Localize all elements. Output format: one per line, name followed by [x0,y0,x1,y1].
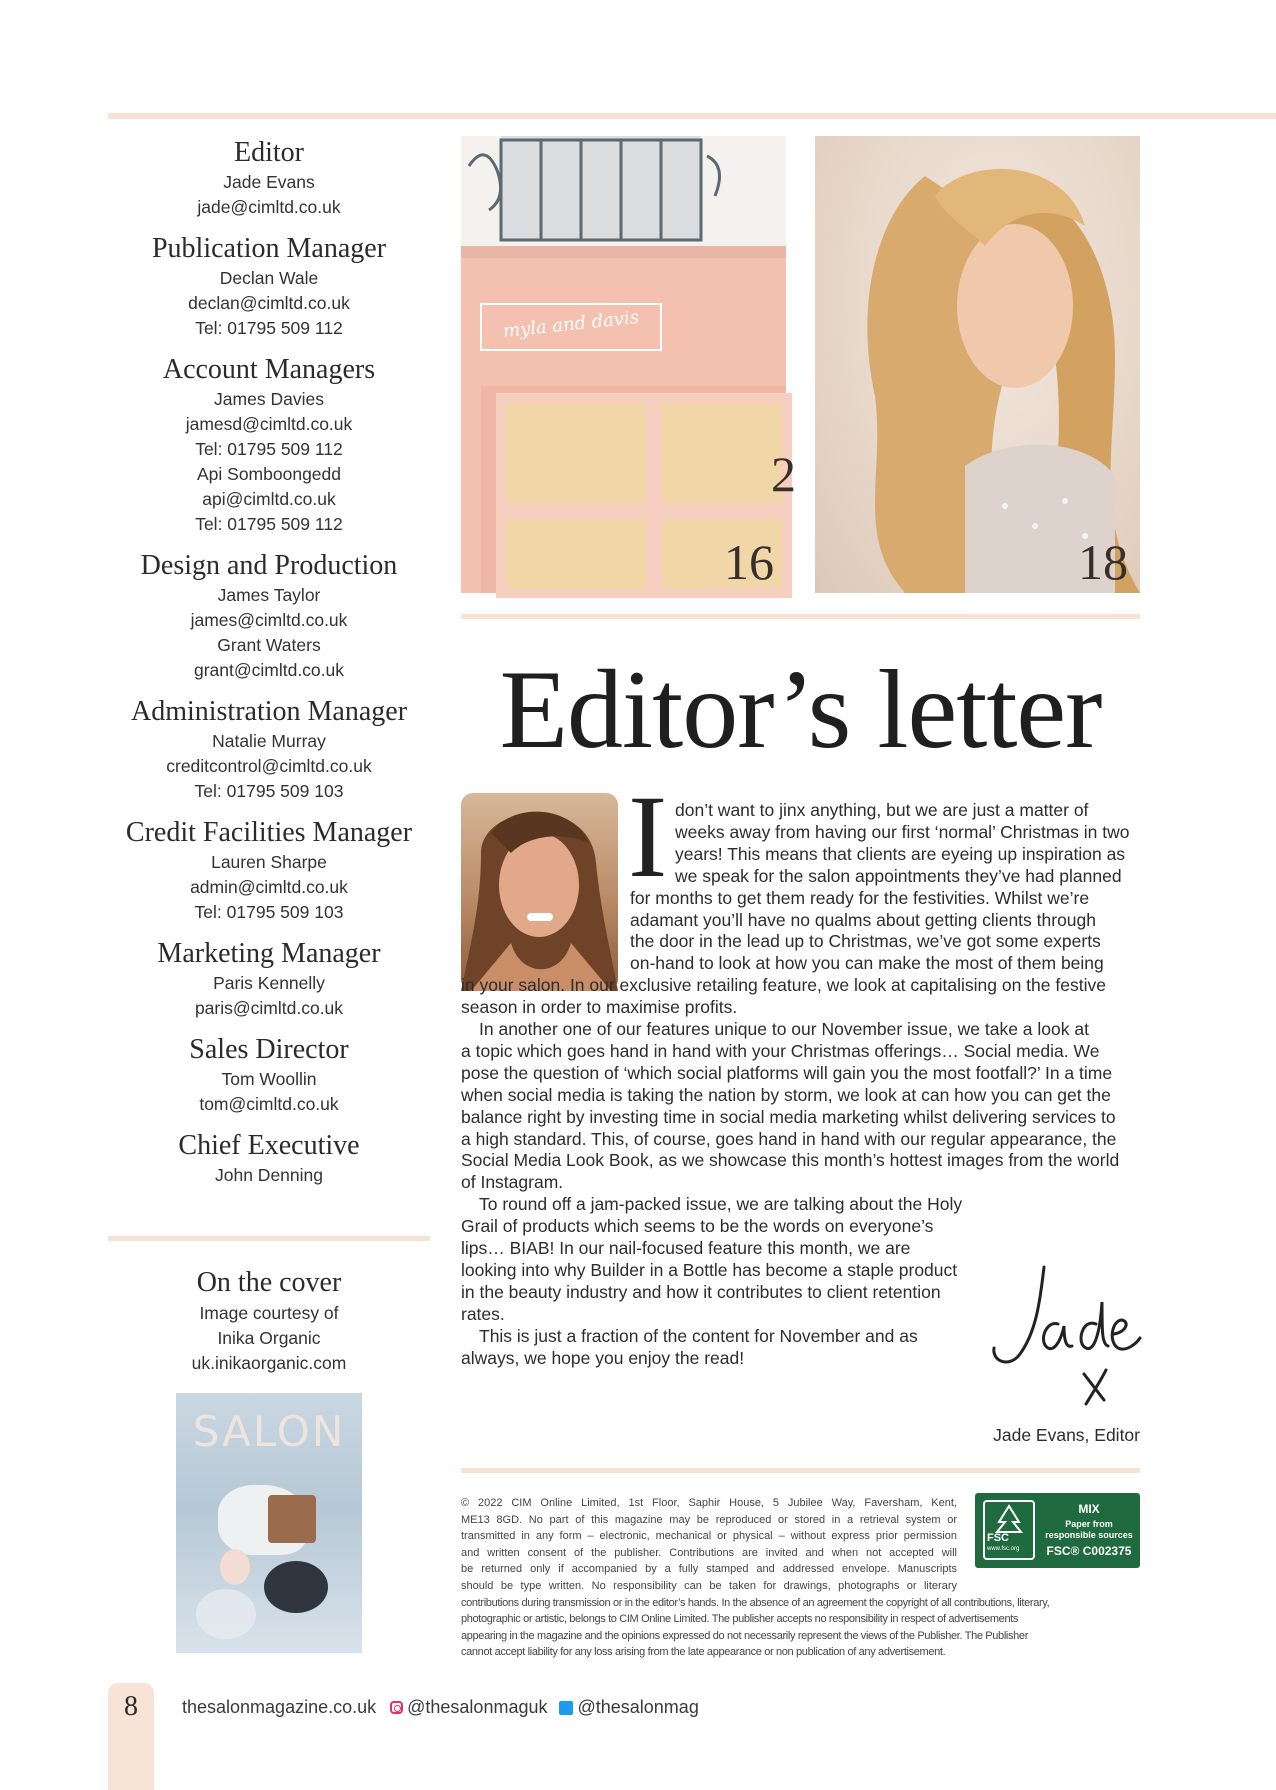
salon-storefront-illustration [461,136,786,593]
fsc-brand: FSC [987,1532,1009,1544]
legal-line: ME13 8GD. No part of this magazine may be reproduced or stored in a retrieval system or [461,1513,957,1526]
letter-line: for months to get them ready for the festivities. Whilst we’re [630,887,1090,908]
letter-line: pose the question of ‘which social platforms will gain you the most footfall?’ In a time [461,1062,1113,1083]
staff-detail: Api Somboongedd [197,464,341,484]
staff-detail: creditcontrol@cimltd.co.uk [166,756,372,776]
staff-detail: Jade Evans [223,172,315,192]
legal-line: and written consent of the publisher. Contributions are invited and when not accepted will [461,1546,957,1559]
letter-line: adamant you’ll have no qualms about getting clients through [630,909,1096,930]
instagram-icon [390,1701,403,1714]
staff-detail: james@cimltd.co.uk [190,610,348,630]
letter-line: looking into why Builder in a Bottle has become a staple product [461,1259,958,1280]
fsc-site: www.fsc.org [987,1546,1020,1552]
fsc-mix: MIX [1078,1502,1100,1516]
top-rule [108,113,1276,119]
cover-title: On the cover [196,1267,342,1298]
staff-detail: api@cimltd.co.uk [202,489,336,509]
legal-line: contributions during transmission or in the editor’s hands. In the absence of an agreement the copyright of all contributions, literary, [461,1596,1050,1609]
fsc-license: FSC® C002375 [1046,1544,1132,1558]
staff-detail: Declan Wale [219,268,319,288]
letter-line: weeks away from having our first ‘normal’ Christmas in two [675,821,1130,842]
staff-role-title: Account Managers [162,354,376,385]
model-page-ref: 18 [1078,534,1128,590]
legal-line: should be type written. No responsibility can be taken for drawings, photographs or literary [461,1580,957,1592]
staff-detail: Tel: 01795 509 112 [195,318,343,338]
cover-product-shape [264,1561,328,1613]
fsc-badge [975,1493,1140,1568]
staff-role-title: Chief Executive [178,1130,360,1161]
staff-detail: tom@cimltd.co.uk [199,1094,339,1114]
letter-line: In another one of our features unique to our November issue, we take a look at [479,1019,1089,1039]
editor-portrait-photo [461,793,618,991]
staff-detail: Grant Waters [217,635,321,655]
staff-role-title: Design and Production [140,550,398,581]
staff-detail: Tel: 01795 509 103 [194,902,344,922]
staff-section [108,1033,430,1117]
staff-detail: James Davies [214,389,324,409]
legal-line: cannot accept liability for any loss arising from the late appearance or non publication of any advertisement. [461,1646,946,1659]
cover-thumbnail [176,1393,362,1653]
staff-detail: John Denning [215,1165,323,1185]
staff-detail: James Taylor [217,585,321,605]
salon-partial-page-ref: 2 [771,446,796,502]
sidebar-divider-rule [108,1236,430,1241]
cover-product-shape [268,1495,316,1543]
letter-line: To round off a jam-packed issue, we are talking about the Holy [479,1194,963,1215]
staff-section [108,1129,430,1188]
staff-role-title: Sales Director [189,1034,349,1065]
cover-product-shape [220,1549,250,1585]
letter-line: years! This means that clients are eyeing up inspiration as [675,843,1126,864]
staff-detail: Lauren Sharpe [211,852,327,872]
salon-storefront-photo [461,136,796,593]
letter-line: This is just a fraction of the content for November and as [479,1325,918,1346]
staff-detail: declan@cimltd.co.uk [188,293,350,313]
letter-line: balance right by investing time in social media marketing whilst delivering services to [461,1106,1116,1127]
staff-section [108,232,430,341]
legal-line: © 2022 CIM Online Limited, 1st Floor, Saphir House, 5 Jubilee Way, Faversham, Kent, [461,1497,957,1509]
letter-line: on-hand to look at how you can make the most of them being [630,953,1104,974]
legal-line: appearing in the magazine and the opinions expressed do not necessarily represent the views of the Publisher. The Publisher [461,1629,1029,1642]
staff-section [108,549,430,683]
letter-line: Grail of products which seems to be the words on everyone’s [461,1216,934,1237]
staff-detail: Tel: 01795 509 112 [195,439,343,459]
letter-line: rates. [461,1303,505,1324]
letter-line: Social Media Look Book, as we showcase this month’s hottest images from the world [461,1150,1120,1171]
letter-line: a topic which goes hand in hand with your Christmas offerings… Social media. We [461,1040,1100,1061]
staff-role-title: Editor [234,137,304,168]
fsc-tree-glyph [985,1502,1033,1536]
staff-section [108,353,430,537]
staff-section [108,695,430,804]
signature-caption: Jade Evans, Editor [993,1425,1140,1445]
twitter-icon [559,1701,573,1715]
editor-signature-icon [980,1262,1150,1412]
page-number: 8 [124,1691,138,1722]
staff-detail: Natalie Murray [212,731,326,751]
cover-line: uk.inikaorganic.com [191,1353,347,1373]
footer-twitter-link[interactable]: @thesalonmag [577,1697,699,1717]
staff-section [108,816,430,925]
salon-sign-text: myla and davis [502,306,640,343]
drop-cap: I [628,771,668,902]
footer [182,1697,699,1718]
page-title: Editor’s letter [499,648,1102,772]
letter-line: lips… BIAB! In our nail-focused feature this month, we are [461,1238,911,1258]
staff-detail: jamesd@cimltd.co.uk [185,414,353,434]
letter-line: of Instagram. [461,1172,564,1193]
letter-line: in your salon. In our exclusive retailing feature, we look at capitalising on the festive [461,975,1106,996]
letter-line: the door in the lead up to Christmas, we’ve got some experts [630,931,1101,952]
legal-line: transmitted in any form – electronic, mechanical or physical – without express prior permission [461,1530,957,1543]
letter-line: a high standard. This, of course, goes hand in hand with our regular appearance, the [461,1128,1117,1149]
editor-portrait-illustration [461,793,618,991]
staff-role-title: Marketing Manager [157,938,381,969]
cover-thumb-title: SALON [192,1407,346,1456]
letter-line: we speak for the salon appointments they’ve had planned [675,865,1122,886]
staff-role-title: Publication Manager [151,233,387,264]
letter-line: in the beauty industry and how it contributes to client retention [461,1281,941,1302]
fsc-desc: Paper from responsible sources [1045,1519,1133,1540]
legal-divider-rule [461,1468,1140,1473]
staff-section [108,937,430,1021]
cover-product-shape [196,1589,256,1639]
staff-detail: Tom Woollin [221,1069,317,1089]
staff-section [108,136,430,220]
staff-detail: admin@cimltd.co.uk [190,877,348,897]
cover-credit [108,1266,430,1376]
legal-line: photographic or artistic, belongs to CIM Online Limited. The publisher accepts no responsibility in respect of advertisements [461,1613,1019,1626]
staff-detail: grant@cimltd.co.uk [193,660,345,680]
staff-role-title: Administration Manager [130,696,408,727]
cover-line: Inika Organic [217,1328,321,1348]
staff-detail: paris@cimltd.co.uk [194,998,344,1018]
footer-instagram-link[interactable]: @thesalonmaguk [407,1697,548,1717]
cover-line: Image courtesy of [199,1303,339,1323]
staff-detail: jade@cimltd.co.uk [197,197,341,217]
model-hair-illustration [815,136,1140,593]
letter-line: when social media is taking the nation by storm, we look at can how you can get the [461,1084,1111,1105]
staff-detail: Tel: 01795 509 103 [194,781,344,801]
staff-role-title: Credit Facilities Manager [125,817,413,848]
letter-line: always, we hope you enjoy the read! [461,1347,745,1368]
photo-divider-rule [461,614,1140,619]
salon-page-ref: 16 [724,534,774,590]
footer-website-link[interactable]: thesalonmagazine.co.uk [182,1697,377,1717]
letter-line: don’t want to jinx anything, but we are just a matter of [675,800,1089,820]
staff-detail: Tel: 01795 509 112 [195,514,343,534]
staff-detail: Paris Kennelly [213,973,325,993]
legal-line: be returned only if accompanied by a fully stamped and addressed envelope. Manuscripts [461,1563,957,1576]
staff-list [108,136,430,1200]
letter-line: season in order to maximise profits. [461,997,738,1018]
model-hair-photo [815,136,1140,593]
